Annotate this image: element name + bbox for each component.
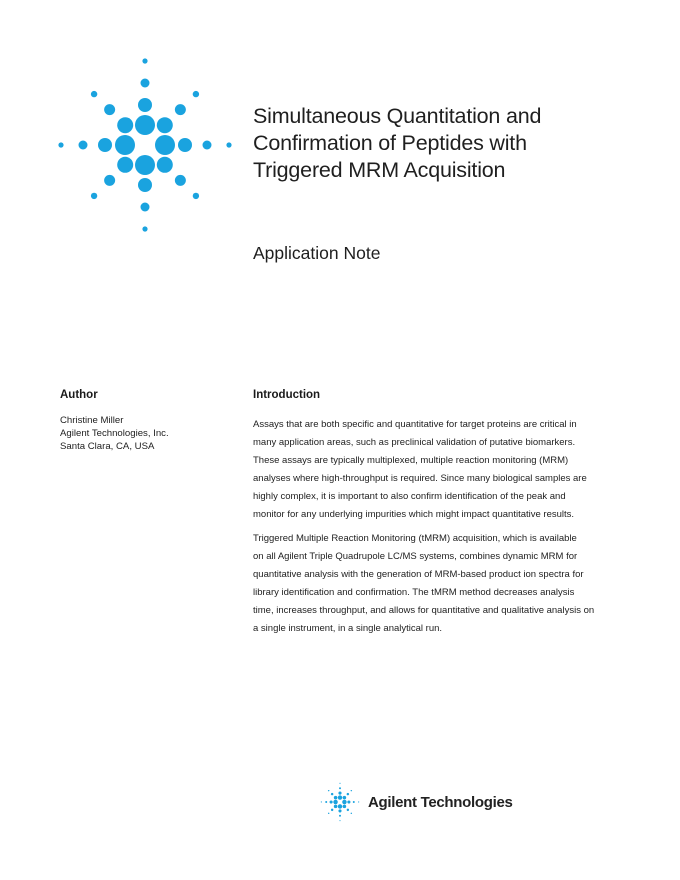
spark-dot bbox=[175, 175, 186, 186]
paragraph-line: on all Agilent Triple Quadrupole LC/MS systems, combines dynamic MRM for bbox=[253, 551, 578, 562]
spark-dot bbox=[351, 813, 352, 814]
spark-dot bbox=[339, 783, 340, 784]
spark-dot bbox=[339, 815, 341, 817]
document-subtitle: Application Note bbox=[253, 243, 381, 263]
author-heading: Author bbox=[60, 389, 98, 401]
agilent-spark-logo-icon bbox=[55, 55, 235, 235]
spark-dot bbox=[343, 805, 347, 809]
spark-dot bbox=[98, 138, 112, 152]
spark-dot bbox=[334, 805, 338, 809]
company-name: Agilent Technologies bbox=[368, 793, 513, 811]
spark-dot bbox=[142, 58, 147, 63]
spark-dot bbox=[58, 142, 63, 147]
spark-dot bbox=[178, 138, 192, 152]
spark-dot bbox=[342, 800, 346, 804]
paragraph-line: Triggered Multiple Reaction Monitoring (tMRM) acquisition, which is available bbox=[253, 533, 577, 544]
spark-dot bbox=[353, 801, 355, 803]
spark-dot bbox=[79, 141, 88, 150]
spark-dot bbox=[141, 79, 150, 88]
paragraph-line: a single instrument, in a single analytical run. bbox=[253, 623, 443, 634]
document-title-line: Triggered MRM Acquisition bbox=[253, 158, 506, 182]
spark-dot bbox=[347, 793, 349, 795]
spark-dot bbox=[193, 193, 199, 199]
spark-dot bbox=[115, 135, 135, 155]
footer-company-logo bbox=[320, 782, 513, 822]
spark-dot bbox=[339, 787, 341, 789]
introduction-heading: Introduction bbox=[253, 389, 321, 401]
spark-dot bbox=[91, 193, 97, 199]
spark-dot bbox=[358, 801, 359, 802]
paragraph-line: Assays that are both specific and quantitative for target proteins are critical in bbox=[253, 419, 577, 430]
spark-dot bbox=[334, 796, 338, 800]
spark-dot bbox=[203, 141, 212, 150]
spark-dot bbox=[339, 820, 340, 821]
spark-dot bbox=[157, 157, 173, 173]
document-title-line: Confirmation of Peptides with bbox=[253, 131, 527, 155]
spark-dot bbox=[328, 790, 329, 791]
author-section bbox=[60, 388, 230, 453]
spark-dot bbox=[91, 91, 97, 97]
spark-dot bbox=[135, 155, 155, 175]
paragraph-line: analyses where high-throughput is required. Since many biological samples are bbox=[253, 473, 587, 484]
spark-dot bbox=[328, 813, 329, 814]
paragraph-line: many application areas, such as preclinical validation of putative biomarkers. bbox=[253, 437, 576, 448]
spark-dot bbox=[331, 793, 333, 795]
author-affiliation: Agilent Technologies, Inc. bbox=[60, 428, 169, 439]
document-title-line: Simultaneous Quantitation and bbox=[253, 104, 542, 128]
spark-dot bbox=[321, 801, 322, 802]
spark-dot bbox=[155, 135, 175, 155]
spark-dot bbox=[347, 800, 350, 803]
spark-dot bbox=[338, 792, 341, 795]
spark-dot bbox=[325, 801, 327, 803]
paragraph-line: library identification and confirmation. The tMRM method decreases analysis bbox=[253, 587, 575, 598]
spark-dot bbox=[175, 104, 186, 115]
introduction-paragraph bbox=[253, 416, 633, 524]
agilent-spark-small-icon bbox=[320, 782, 360, 822]
spark-dot bbox=[135, 115, 155, 135]
spark-dot bbox=[117, 157, 133, 173]
introduction-section bbox=[253, 388, 633, 644]
author-name: Christine Miller bbox=[60, 415, 124, 426]
spark-dot bbox=[226, 142, 231, 147]
spark-dot bbox=[330, 800, 333, 803]
spark-dot bbox=[338, 809, 341, 812]
spark-dot bbox=[343, 796, 347, 800]
spark-dot bbox=[141, 203, 150, 212]
spark-dot bbox=[142, 226, 147, 231]
spark-dot bbox=[117, 117, 133, 133]
spark-dot bbox=[138, 98, 152, 112]
spark-dot bbox=[138, 178, 152, 192]
paragraph-line: quantitative analysis with the generation of MRM-based product ion spectra for bbox=[253, 569, 584, 580]
spark-dot bbox=[104, 104, 115, 115]
spark-dot bbox=[333, 800, 337, 804]
author-location: Santa Clara, CA, USA bbox=[60, 441, 155, 452]
spark-dot bbox=[104, 175, 115, 186]
spark-dot bbox=[157, 117, 173, 133]
paragraph-line: monitor for any underlying impurities which might impact quantitative results. bbox=[253, 509, 575, 520]
spark-dot bbox=[351, 790, 352, 791]
document-title bbox=[253, 103, 653, 184]
paragraph-line: highly complex, it is important to also confirm identification of the peak and bbox=[253, 491, 566, 502]
spark-dot bbox=[338, 795, 342, 799]
spark-dot bbox=[338, 804, 342, 808]
spark-dot bbox=[331, 809, 333, 811]
introduction-paragraph bbox=[253, 530, 633, 638]
paragraph-line: These assays are typically multiplexed, multiple reaction monitoring (MRM) bbox=[253, 455, 569, 466]
spark-dot bbox=[193, 91, 199, 97]
spark-dot bbox=[347, 809, 349, 811]
paragraph-line: time, increases throughput, and allows for quantitative and qualitative analysis on bbox=[253, 605, 595, 616]
